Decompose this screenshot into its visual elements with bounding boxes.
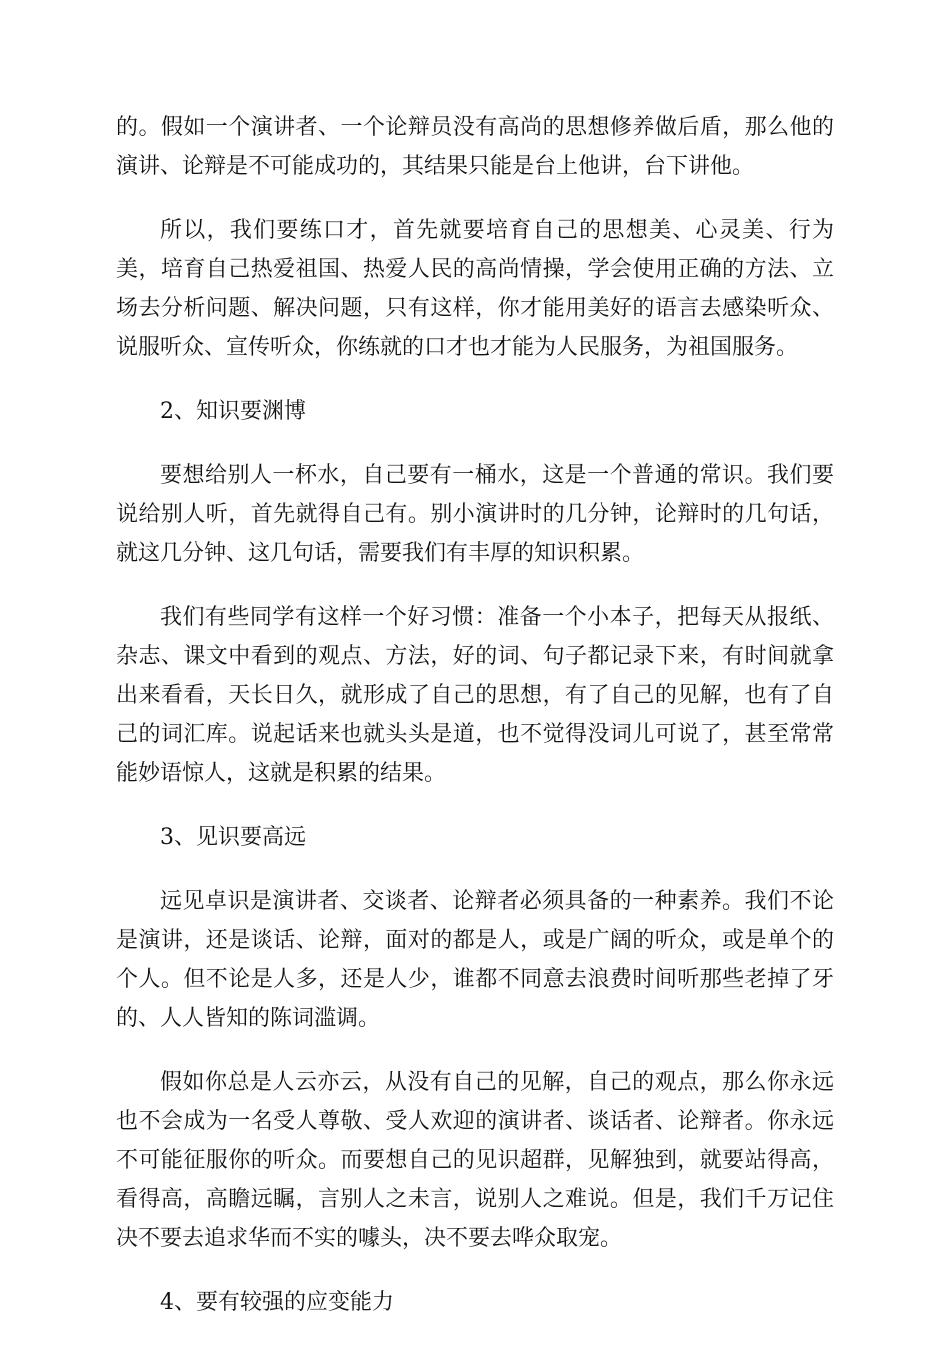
paragraph: 假如你总是人云亦云，从没有自己的见解，自己的观点，那么你永远也不会成为一名受人尊敬、受人欢迎的演讲者、谈话者、论辩者。你永远不可能征服你的听众。而要想自己的见识超群，见解独到，就要站得高，看得高，高瞻远瞩，言别人之未言，说别人之难说。但是，我们千万记住决不要去追求华而不实的噱头，决不要去哗众取宠。 (116, 1070, 834, 1251)
section-heading-2: 2、知识要渊博 (160, 399, 306, 424)
paragraph-continued: 的。假如一个演讲者、一个论辩员没有高尚的思想修养做后盾，那么他的演讲、论辩是不可能成功的，其结果只能是台上他讲，台下讲他。 (116, 115, 834, 179)
paragraph: 我们有些同学有这样一个好习惯：准备一个小本子，把每天从报纸、杂志、课文中看到的观点、方法，好的词、句子都记录下来，有时间就拿出来看看，天长日久，就形成了自己的思想，有了自己的见解，也有了自己的词汇库。说起话来也就头头是道，也不觉得没词儿可说了，甚至常常能妙语惊人，这就是积累的结果。 (116, 605, 834, 786)
document-body (116, 108, 834, 1347)
paragraph: 所以，我们要练口才，首先就要培育自己的思想美、心灵美、行为美，培育自己热爱祖国、热爱人民的高尚情操，学会使用正确的方法、立场去分析问题、解决问题，只有这样，你才能用美好的语言去感染听众、说服听众、宣传听众，你练就的口才也才能为人民服务，为祖国服务。 (116, 218, 834, 360)
paragraph: 远见卓识是演讲者、交谈者、论辩者必须具备的一种素养。我们不论是演讲，还是谈话、论辩，面对的都是人，或是广阔的听众，或是单个的个人。但不论是人多，还是人少，谁都不同意去浪费时间听那些老掉了牙的、人人皆知的陈词滥调。 (116, 889, 834, 1031)
paragraph: 要想给别人一杯水，自己要有一桶水，这是一个普通的常识。我们要说给别人听，首先就得自己有。别小演讲时的几分钟，论辩时的几句话，就这几分钟、这几句话，需要我们有丰厚的知识积累。 (116, 463, 834, 566)
section-heading-3: 3、见识要高远 (160, 825, 306, 850)
section-heading-4: 4、要有较强的应变能力 (160, 1290, 394, 1315)
